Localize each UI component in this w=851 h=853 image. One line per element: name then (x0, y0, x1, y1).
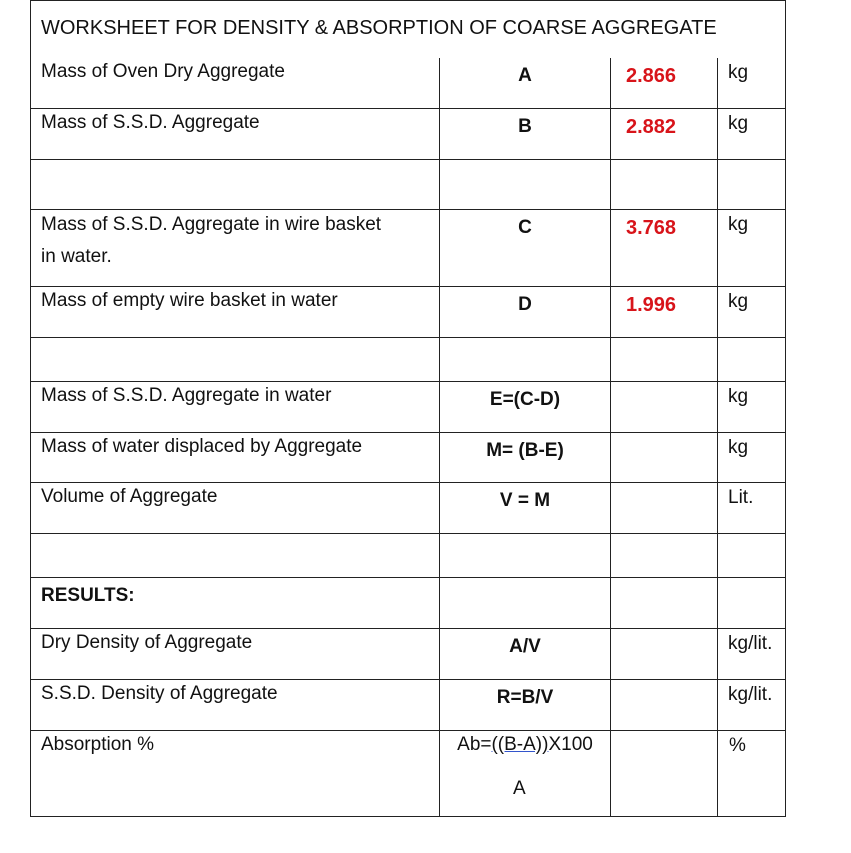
result-label-absorption: Absorption % (41, 734, 155, 755)
row-divider (30, 108, 786, 109)
row-symbol: M= (B-E) (486, 440, 564, 461)
row-label-ssd-in-basket: Mass of S.S.D. Aggregate in wire basket (41, 214, 382, 235)
table-border-left (30, 0, 31, 817)
row-value: 3.768 (625, 217, 677, 239)
row-divider (30, 628, 786, 629)
row-label-ssd-in-water: Mass of S.S.D. Aggregate in water (41, 385, 332, 406)
result-unit: % (729, 735, 746, 756)
row-divider (30, 337, 786, 338)
row-unit: kg (728, 214, 749, 235)
row-value: 2.866 (625, 65, 677, 87)
formula-denominator: A (513, 778, 526, 799)
results-heading: RESULTS: (41, 585, 135, 606)
row-label-empty-basket: Mass of empty wire basket in water (41, 290, 338, 311)
formula-prefix: Ab= (457, 734, 492, 755)
row-label-water-displaced: Mass of water displaced by Aggregate (41, 436, 363, 457)
row-label-ssd-in-basket-line2: in water. (41, 246, 112, 267)
row-symbol: E=(C-D) (489, 389, 561, 410)
row-symbol: B (518, 116, 532, 137)
row-divider (30, 286, 786, 287)
table-border-top (30, 0, 786, 1)
row-unit: Lit. (728, 487, 754, 508)
row-divider (30, 482, 786, 483)
row-divider (30, 533, 786, 534)
worksheet-title: WORKSHEET FOR DENSITY & ABSORPTION OF COARSE AGGREGATE (41, 17, 717, 39)
formula-suffix: X100 (548, 734, 593, 755)
row-unit: kg (728, 437, 749, 458)
row-label-oven-dry-mass: Mass of Oven Dry Aggregate (41, 61, 285, 82)
row-divider (30, 432, 786, 433)
row-divider (30, 159, 786, 160)
row-divider (30, 577, 786, 578)
column-divider (717, 58, 718, 817)
result-label-dry-density: Dry Density of Aggregate (41, 632, 253, 653)
row-label-ssd-mass: Mass of S.S.D. Aggregate (41, 112, 260, 133)
column-divider (610, 58, 611, 817)
row-unit: kg (728, 291, 749, 312)
row-unit: kg (728, 386, 749, 407)
row-divider (30, 730, 786, 731)
result-symbol: A/V (509, 636, 541, 657)
absorption-formula (440, 734, 610, 756)
row-label-volume: Volume of Aggregate (41, 486, 218, 507)
table-border-bottom (30, 816, 786, 817)
row-divider (30, 209, 786, 210)
row-unit: kg (728, 113, 749, 134)
row-divider (30, 381, 786, 382)
row-value: 1.996 (625, 294, 677, 316)
result-unit: kg/lit. (728, 633, 773, 654)
row-symbol: C (518, 217, 532, 238)
formula-numerator: ((B-A)) (491, 734, 549, 755)
row-unit: kg (728, 62, 749, 83)
row-symbol: D (518, 294, 532, 315)
row-value: 2.882 (625, 116, 677, 138)
result-label-ssd-density: S.S.D. Density of Aggregate (41, 683, 278, 704)
result-unit: kg/lit. (728, 684, 773, 705)
row-divider (30, 679, 786, 680)
result-symbol: R=B/V (496, 687, 554, 708)
row-symbol: V = M (499, 490, 551, 511)
table-border-right (785, 0, 786, 817)
row-symbol: A (518, 65, 532, 86)
